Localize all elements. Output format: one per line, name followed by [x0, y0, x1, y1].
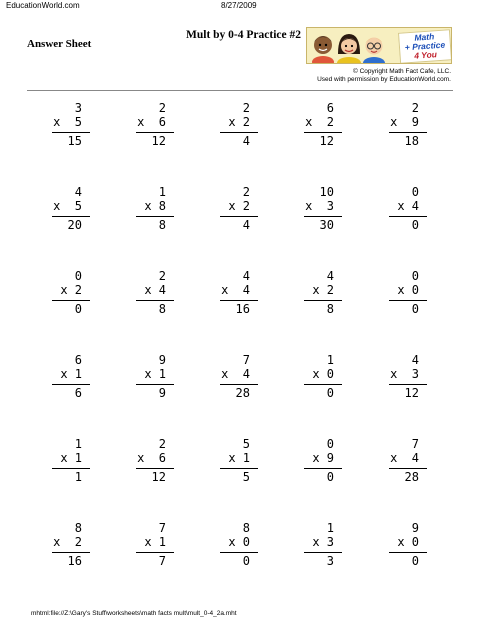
answer-underline	[220, 384, 258, 385]
multiplier-line: x 6	[137, 451, 166, 465]
answer-underline	[304, 300, 342, 301]
product-answer: 0	[411, 218, 419, 232]
multiplier-line: x 5	[53, 115, 82, 129]
multiplier-line: x 4	[144, 283, 166, 297]
problem-r3-c2	[102, 269, 174, 319]
answer-underline	[52, 216, 90, 217]
logo-line-practice: + Practice	[404, 39, 446, 53]
product-answer: 9	[158, 386, 166, 400]
problem-r2-c5	[355, 185, 427, 235]
answer-underline	[52, 552, 90, 553]
multiplier-line: x 3	[305, 199, 334, 213]
problem-r1-c1	[18, 101, 90, 151]
answer-underline	[52, 132, 90, 133]
product-answer: 15	[67, 134, 82, 148]
problem-r6-c5	[355, 521, 427, 571]
multiplicand: 0	[74, 269, 82, 283]
product-answer: 8	[158, 218, 166, 232]
problem-r2-c1	[18, 185, 90, 235]
problem-r3-c1	[18, 269, 90, 319]
logo-line-math: Math	[414, 31, 435, 43]
problem-r2-c4	[270, 185, 342, 235]
multiplicand: 9	[411, 521, 419, 535]
multiplicand: 0	[411, 269, 419, 283]
product-answer: 8	[158, 302, 166, 316]
problem-r3-c5	[355, 269, 427, 319]
logo-wordmark	[398, 29, 452, 64]
answer-sheet-label: Answer Sheet	[27, 38, 92, 50]
product-answer: 0	[242, 554, 250, 568]
multiplier-line: x 3	[312, 535, 334, 549]
answer-underline	[389, 384, 427, 385]
multiplicand: 2	[158, 437, 166, 451]
product-answer: 3	[326, 554, 334, 568]
problem-r1-c4	[270, 101, 342, 151]
multiplier-line: x 0	[397, 535, 419, 549]
product-answer: 12	[151, 134, 166, 148]
problem-r1-c2	[102, 101, 174, 151]
problem-r4-c5	[355, 353, 427, 403]
multiplier-line: x 5	[53, 199, 82, 213]
answer-underline	[136, 552, 174, 553]
problem-r4-c1	[18, 353, 90, 403]
problem-r4-c4	[270, 353, 342, 403]
product-answer: 16	[67, 554, 82, 568]
problem-r3-c3	[186, 269, 258, 319]
multiplier-line: x 2	[53, 535, 82, 549]
worksheet-title: Mult by 0-4 Practice #2	[186, 29, 301, 41]
answer-underline	[304, 384, 342, 385]
problem-r1-c3	[186, 101, 258, 151]
problem-r5-c1	[18, 437, 90, 487]
multiplier-line: x 1	[144, 535, 166, 549]
problem-r4-c3	[186, 353, 258, 403]
multiplier-line: x 0	[397, 283, 419, 297]
multiplier-line: x 4	[221, 283, 250, 297]
product-answer: 0	[326, 470, 334, 484]
multiplicand: 2	[158, 269, 166, 283]
product-answer: 0	[411, 554, 419, 568]
product-answer: 16	[235, 302, 250, 316]
multiplier-line: x 4	[397, 199, 419, 213]
multiplicand: 2	[158, 101, 166, 115]
problem-r5-c3	[186, 437, 258, 487]
product-answer: 18	[404, 134, 419, 148]
copyright-notice	[317, 68, 451, 83]
answer-underline	[52, 300, 90, 301]
multiplier-line: x 6	[137, 115, 166, 129]
multiplier-line: x 2	[305, 115, 334, 129]
multiplier-line: x 1	[228, 451, 250, 465]
answer-underline	[136, 300, 174, 301]
multiplicand: 4	[242, 269, 250, 283]
answer-underline	[304, 468, 342, 469]
multiplicand: 1	[326, 521, 334, 535]
problem-r4-c2	[102, 353, 174, 403]
answer-underline	[389, 552, 427, 553]
answer-underline	[304, 552, 342, 553]
multiplicand: 6	[74, 353, 82, 367]
answer-underline	[220, 552, 258, 553]
multiplicand: 3	[74, 101, 82, 115]
answer-underline	[136, 384, 174, 385]
answer-underline	[389, 468, 427, 469]
copyright-line-1: © Copyright Math Fact Cafe, LLC.	[353, 68, 451, 75]
multiplier-line: x 3	[390, 367, 419, 381]
answer-underline	[304, 132, 342, 133]
problem-r6-c4	[270, 521, 342, 571]
problem-r6-c3	[186, 521, 258, 571]
product-answer: 12	[404, 386, 419, 400]
answer-underline	[136, 132, 174, 133]
multiplicand: 7	[158, 521, 166, 535]
math-practice-logo	[306, 27, 452, 64]
product-answer: 8	[326, 302, 334, 316]
multiplicand: 2	[411, 101, 419, 115]
product-answer: 20	[67, 218, 82, 232]
product-answer: 7	[158, 554, 166, 568]
multiplicand: 7	[411, 437, 419, 451]
answer-underline	[304, 216, 342, 217]
answer-underline	[136, 468, 174, 469]
problem-r3-c4	[270, 269, 342, 319]
multiplier-line: x 2	[228, 199, 250, 213]
header-divider	[27, 90, 453, 91]
problem-r5-c4	[270, 437, 342, 487]
multiplier-line: x 1	[60, 367, 82, 381]
multiplicand: 5	[242, 437, 250, 451]
answer-underline	[220, 132, 258, 133]
multiplier-line: x 0	[312, 367, 334, 381]
multiplicand: 4	[411, 353, 419, 367]
multiplicand: 10	[319, 185, 334, 199]
problem-r5-c2	[102, 437, 174, 487]
multiplier-line: x 1	[60, 451, 82, 465]
multiplicand: 1	[158, 185, 166, 199]
multiplicand: 1	[74, 437, 82, 451]
product-answer: 30	[319, 218, 334, 232]
multiplier-line: x 2	[228, 115, 250, 129]
multiplicand: 9	[158, 353, 166, 367]
answer-underline	[52, 468, 90, 469]
copyright-line-2: Used with permission by EducationWorld.com.	[317, 75, 451, 83]
answer-underline	[389, 216, 427, 217]
multiplier-line: x 8	[144, 199, 166, 213]
print-date: 8/27/2009	[221, 1, 257, 10]
product-answer: 0	[74, 302, 82, 316]
multiplier-line: x 4	[221, 367, 250, 381]
multiplicand: 7	[242, 353, 250, 367]
product-answer: 12	[151, 470, 166, 484]
multiplicand: 8	[74, 521, 82, 535]
multiplier-line: x 1	[144, 367, 166, 381]
multiplier-line: x 0	[228, 535, 250, 549]
product-answer: 28	[235, 386, 250, 400]
answer-underline	[52, 384, 90, 385]
problem-r5-c5	[355, 437, 427, 487]
site-name: EducationWorld.com	[6, 1, 80, 10]
problem-r6-c2	[102, 521, 174, 571]
multiplicand: 8	[242, 521, 250, 535]
answer-underline	[389, 132, 427, 133]
product-answer: 4	[242, 134, 250, 148]
file-path-footer: mhtml:file://Z:\Gary's Stuff\worksheets\math facts mult\mult_0-4_2a.mht	[31, 610, 237, 617]
multiplicand: 4	[74, 185, 82, 199]
multiplier-line: x 2	[60, 283, 82, 297]
product-answer: 6	[74, 386, 82, 400]
problem-r2-c3	[186, 185, 258, 235]
product-answer: 12	[319, 134, 334, 148]
multiplicand: 4	[326, 269, 334, 283]
multiplier-line: x 2	[312, 283, 334, 297]
answer-underline	[220, 468, 258, 469]
multiplier-line: x 9	[312, 451, 334, 465]
answer-underline	[136, 216, 174, 217]
problem-r6-c1	[18, 521, 90, 571]
problem-r1-c5	[355, 101, 427, 151]
answer-underline	[389, 300, 427, 301]
multiplicand: 1	[326, 353, 334, 367]
product-answer: 28	[404, 470, 419, 484]
answer-underline	[220, 216, 258, 217]
multiplicand: 2	[242, 101, 250, 115]
multiplicand: 6	[326, 101, 334, 115]
product-answer: 0	[411, 302, 419, 316]
product-answer: 0	[326, 386, 334, 400]
product-answer: 5	[242, 470, 250, 484]
product-answer: 1	[74, 470, 82, 484]
multiplicand: 0	[326, 437, 334, 451]
multiplier-line: x 4	[390, 451, 419, 465]
answer-underline	[220, 300, 258, 301]
multiplicand: 0	[411, 185, 419, 199]
problem-r2-c2	[102, 185, 174, 235]
logo-line-4you: 4 You	[413, 49, 438, 61]
multiplier-line: x 9	[390, 115, 419, 129]
multiplicand: 2	[242, 185, 250, 199]
product-answer: 4	[242, 218, 250, 232]
